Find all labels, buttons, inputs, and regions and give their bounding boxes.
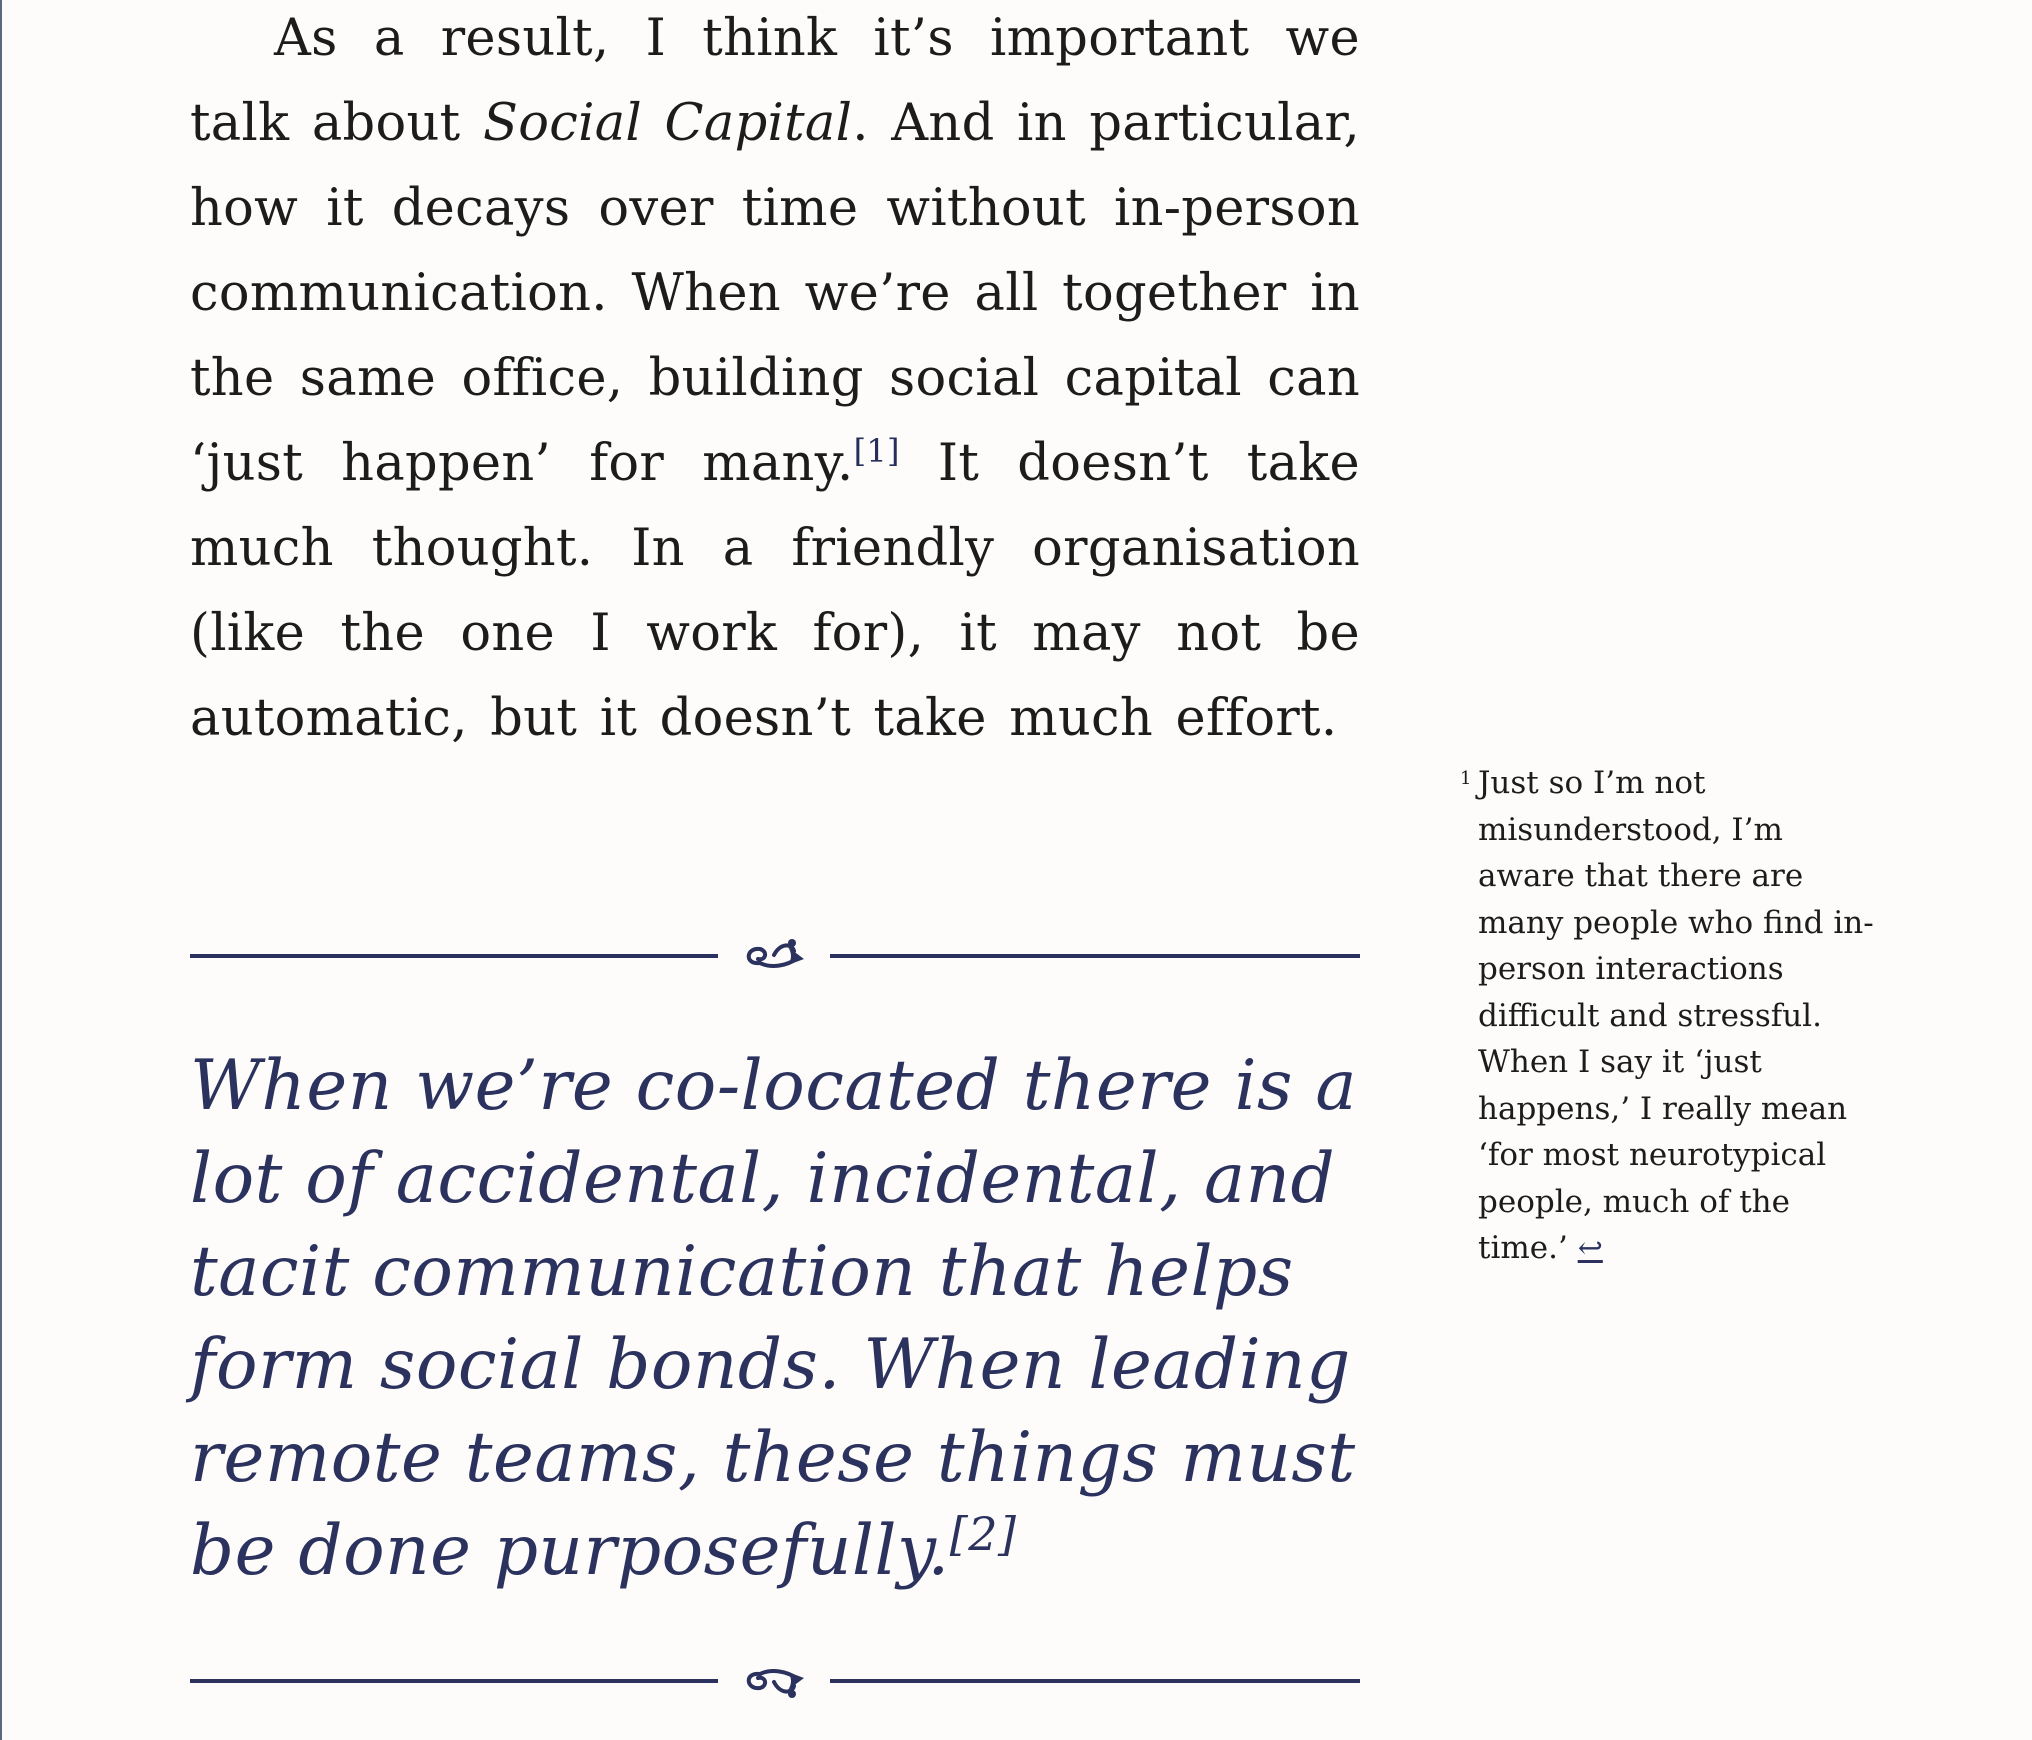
divider-line-left (190, 1679, 718, 1683)
window-edge (0, 0, 2, 1740)
body-paragraph (190, 0, 1360, 761)
sidenote-body (1478, 760, 1880, 1273)
divider-line-right (830, 954, 1360, 958)
bottom-divider (190, 1650, 1360, 1710)
footnote-1-link[interactable]: [1] (853, 432, 900, 470)
flourish-icon (730, 925, 820, 985)
sidenote-number: 1 (1460, 768, 1472, 789)
paragraph-text-2: . And in particular, how it decays over time without in-person communication. When we’re all together in the same office, building social capital can ‘just happen’ for many. (190, 94, 1360, 493)
pull-quote-text: When we’re co-located there is a lot of accidental, incidental, and tacit communication that helps form social bonds. When leading remote teams, these things must be done purposefully. (190, 1046, 1357, 1591)
emphasis-social-capital: Social Capital (482, 94, 853, 153)
sidenote-text: Just so I’m not misunderstood, I’m aware that there are many people who find in-person interactions difficult and stressful. When I say it ‘just happens,’ I really mean ‘for most neurotypical people, much of the time.’ (1478, 765, 1874, 1266)
divider-line-left (190, 954, 718, 958)
footnote-2-link[interactable]: [2] (949, 1507, 1017, 1561)
paragraph-text-1: As a result, I think it’s important we talk about (190, 9, 1360, 153)
footnote-back-link-icon[interactable]: ↩ (1577, 1231, 1603, 1266)
flourish-icon (730, 1650, 820, 1710)
top-divider (190, 925, 1360, 985)
pull-quote (190, 1040, 1390, 1598)
paragraph-text-3: It doesn’t take much thought. In a friendly organisation (like the one I work for), it may not be automatic, but it doesn’t take much effort. (190, 434, 1360, 748)
article-body (190, 0, 1360, 761)
divider-line-right (830, 1679, 1360, 1683)
sidenote-1 (1460, 760, 1880, 1273)
